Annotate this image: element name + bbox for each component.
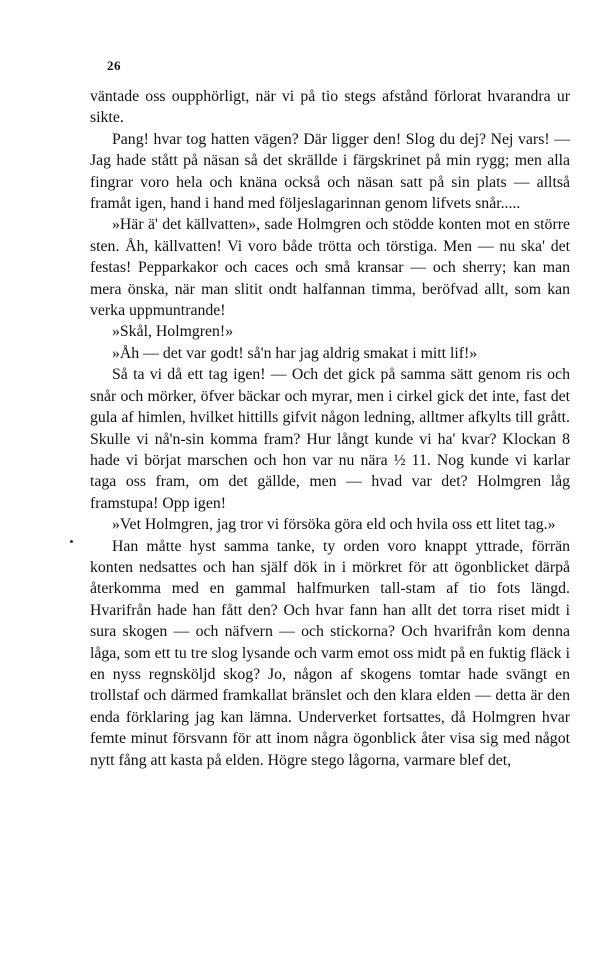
dialogue-godt: »Åh — det var godt! så'n har jag aldrig smakat i mitt lif!» (112, 344, 478, 362)
paragraph-kallvatten: »Här ä' det källvatten», sade Holmgren och stödde konten mot en större sten. Åh, källvatten! Vi voro både trötta och törstiga. Men — nu ska' det festas! Pepparkakor och caces och små kransar — och sherry; kan man mera önska, när man slitit ondt halfannan timma, beröfvad allt, som kan verka uppmuntrande! (90, 216, 570, 320)
paragraph-march: Så ta vi då ett tag igen! — Och det gick på samma sätt genom ris och snår och mörker, öfver bäckar och myrar, men i cirkel gick det inte, fast det gula af himlen, hvilket hittills gifvit någon ledning, alltmer afkylts till grått. Skulle vi nå'n-sin komma fram? Hur långt kunde vi ha' kvar? Klockan 8 hade vi börjat marschen och hon var nu nära ½ 11. Nog kunde vi karlar taga oss fram, om det gällde, men — hvad var det? Holmgren låg framstupa! Opp igen! (90, 366, 570, 512)
paragraph-fire: Han måtte hyst samma tanke, ty orden voro knappt yttrade, förrän konten nedsattes och han själf dök in i mörkret för att ögonblicket därpå återkomma med en gammal halfmurken tall-stam af tio fots längd. Hvarifrån hade han fått den? Och hvar fann han allt det torra riset midt i sura skogen — och näfvern — och stickorna? Och hvarifrån kom denna låga, som ett tu tre slog lysande och varm emot oss midt på en fuktig fläck i en nyss regnsköljd skog? Jo, någon af skogens tomtar hade svängt en trollstaf och därmed framkallat bränslet och den klara elden — detta är den enda förklaring jag kan lämna. Underverket fortsattes, då Holmgren hvar femte minut försvann för att inom några ögonblick åter visa sig med något nytt fång att kasta på elden. Högre stego lågorna, varmare blef det, (90, 537, 570, 769)
page-body-text (90, 86, 570, 771)
margin-speck (70, 540, 73, 543)
paragraph-pang: Pang! hvar tog hatten vägen? Där ligger den! Slog du dej? Nej vars! — Jag hade stått på näsan så det skrällde i färgskrinet på min rygg; men alla fingrar voro hela och knäna också och näsan satt på sin plats — alltså framåt igen, hand i hand med följeslagarinnan genom lifvets snår..... (90, 130, 570, 213)
paragraph-continuation: väntade oss oupphörligt, när vi på tio stegs afstånd förlorat hvarandra ur sikte. (90, 88, 570, 127)
dialogue-skal: »Skål, Holmgren!» (112, 323, 234, 341)
dialogue-eld: »Vet Holmgren, jag tror vi försöka göra eld och hvila oss ett litet tag.» (112, 516, 556, 534)
page-number: 26 (107, 58, 121, 73)
